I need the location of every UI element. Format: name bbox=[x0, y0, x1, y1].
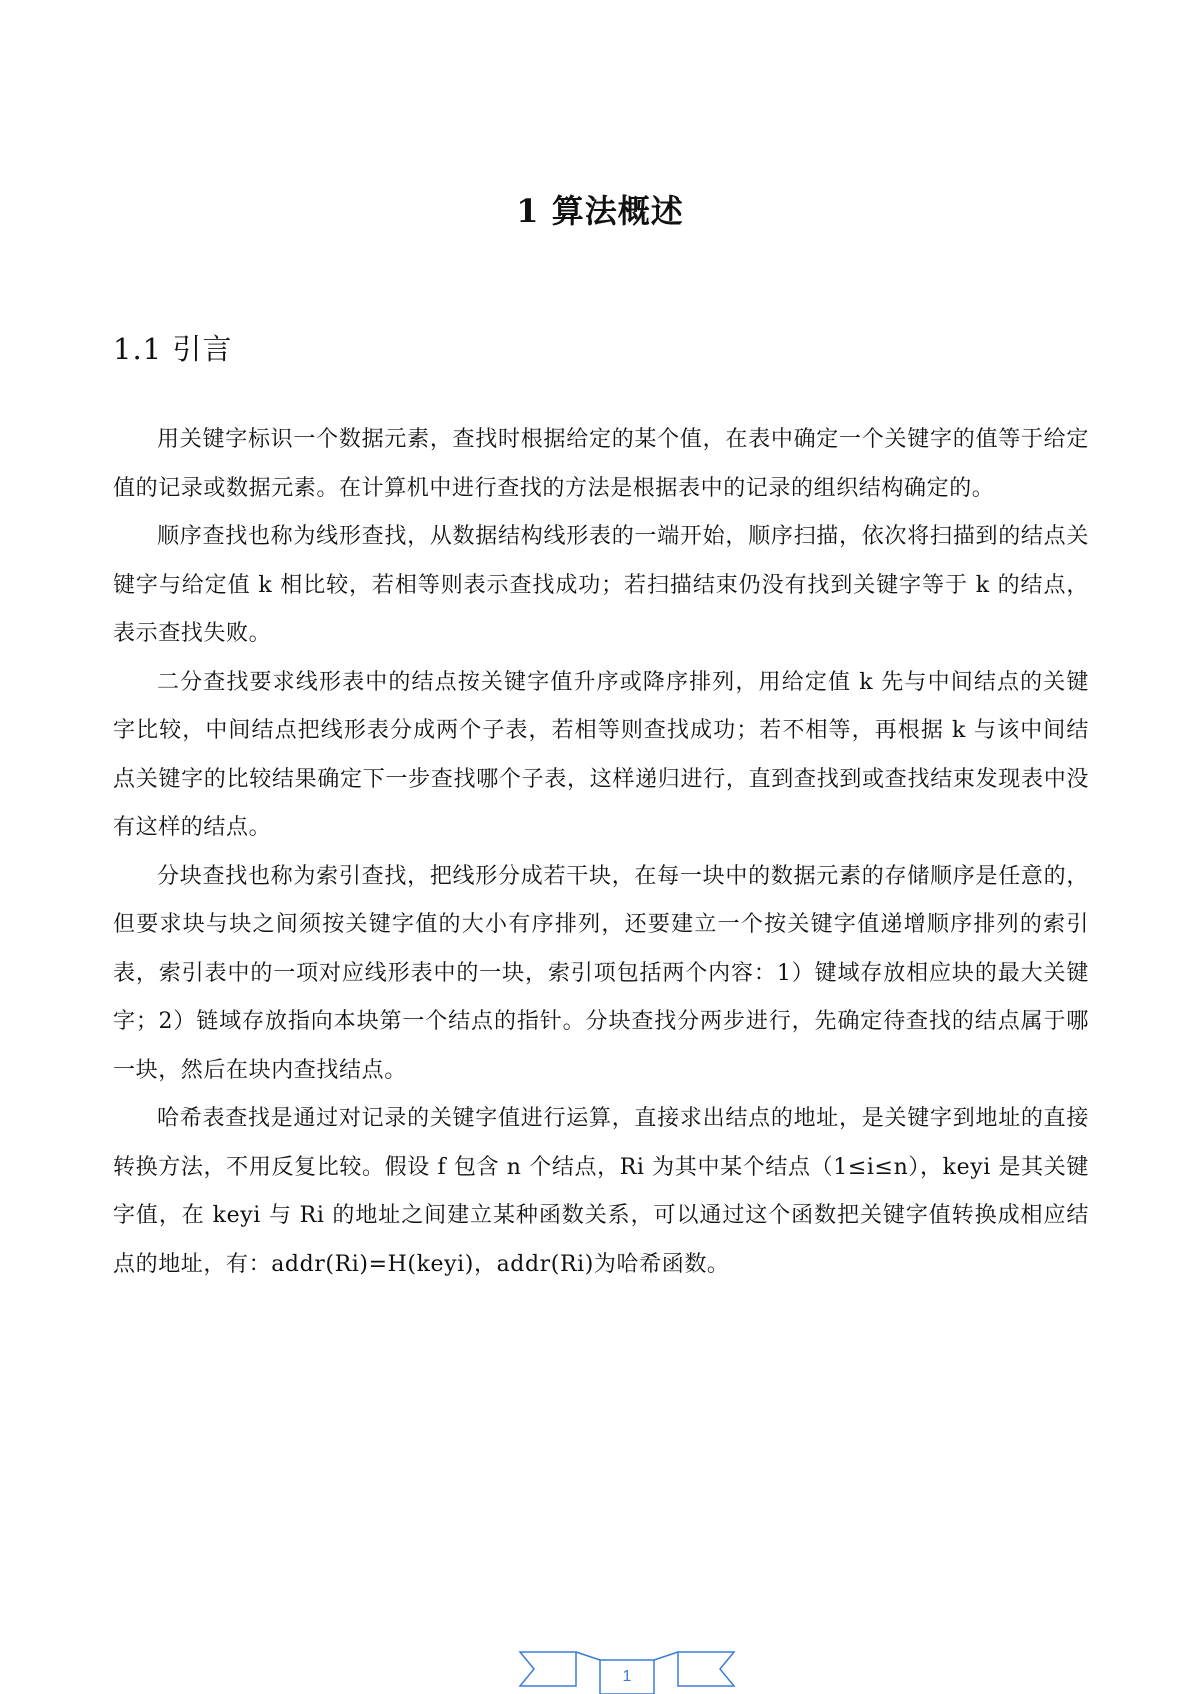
body-text bbox=[113, 416, 1089, 1289]
paragraph-block-search: 分块查找也称为索引查找，把线形分成若干块，在每一块中的数据元素的存储顺序是任意的，但要求块与块之间须按关键字值的大小有序排列，还要建立一个按关键字值递增顺序排列的索引表，索引表中的一项对应线形表中的一块，索引项包括两个内容：1）键域存放相应块的最大关键字；2）链域存放指向本块第一个结点的指针。分块查找分两步进行，先确定待查找的结点属于哪一块，然后在块内查找结点。 bbox=[113, 863, 1089, 1083]
page-number: 1 bbox=[622, 1668, 632, 1685]
chapter-title: 1 算法概述 bbox=[516, 192, 684, 230]
paragraph-hash-search: 哈希表查找是通过对记录的关键字值进行运算，直接求出结点的地址，是关键字到地址的直接转换方法，不用反复比较。假设 f 包含 n 个结点，Ri 为其中某个结点（1≤i≤n），keyi 是其关键字值，在 keyi 与 Ri 的地址之间建立某种函数关系，可以通过这个函数把关键字值转换成相应结点的地址，有：addr(Ri)=H(keyi)，addr(Ri)为哈希函数。 bbox=[113, 1106, 1089, 1277]
paragraph-binary-search: 二分查找要求线形表中的结点按关键字值升序或降序排列，用给定值 k 先与中间结点的关键字比较，中间结点把线形表分成两个子表，若相等则查找成功；若不相等，再根据 k 与该中间结点关键字的比较结果确定下一步查找哪个子表，这样递归进行，直到查找到或查找结束发现表中没有这样的结点。 bbox=[113, 669, 1089, 840]
paragraph-sequential-search: 顺序查找也称为线形查找，从数据结构线形表的一端开始，顺序扫描，依次将扫描到的结点关键字与给定值 k 相比较，若相等则表示查找成功；若扫描结束仍没有找到关键字等于 k 的结点，表示查找失败。 bbox=[113, 524, 1089, 646]
paragraph-intro: 用关键字标识一个数据元素，查找时根据给定的某个值，在表中确定一个关键字的值等于给定值的记录或数据元素。在计算机中进行查找的方法是根据表中的记录的组织结构确定的。 bbox=[113, 427, 1089, 501]
section-title: 1.1 引言 bbox=[113, 332, 233, 366]
